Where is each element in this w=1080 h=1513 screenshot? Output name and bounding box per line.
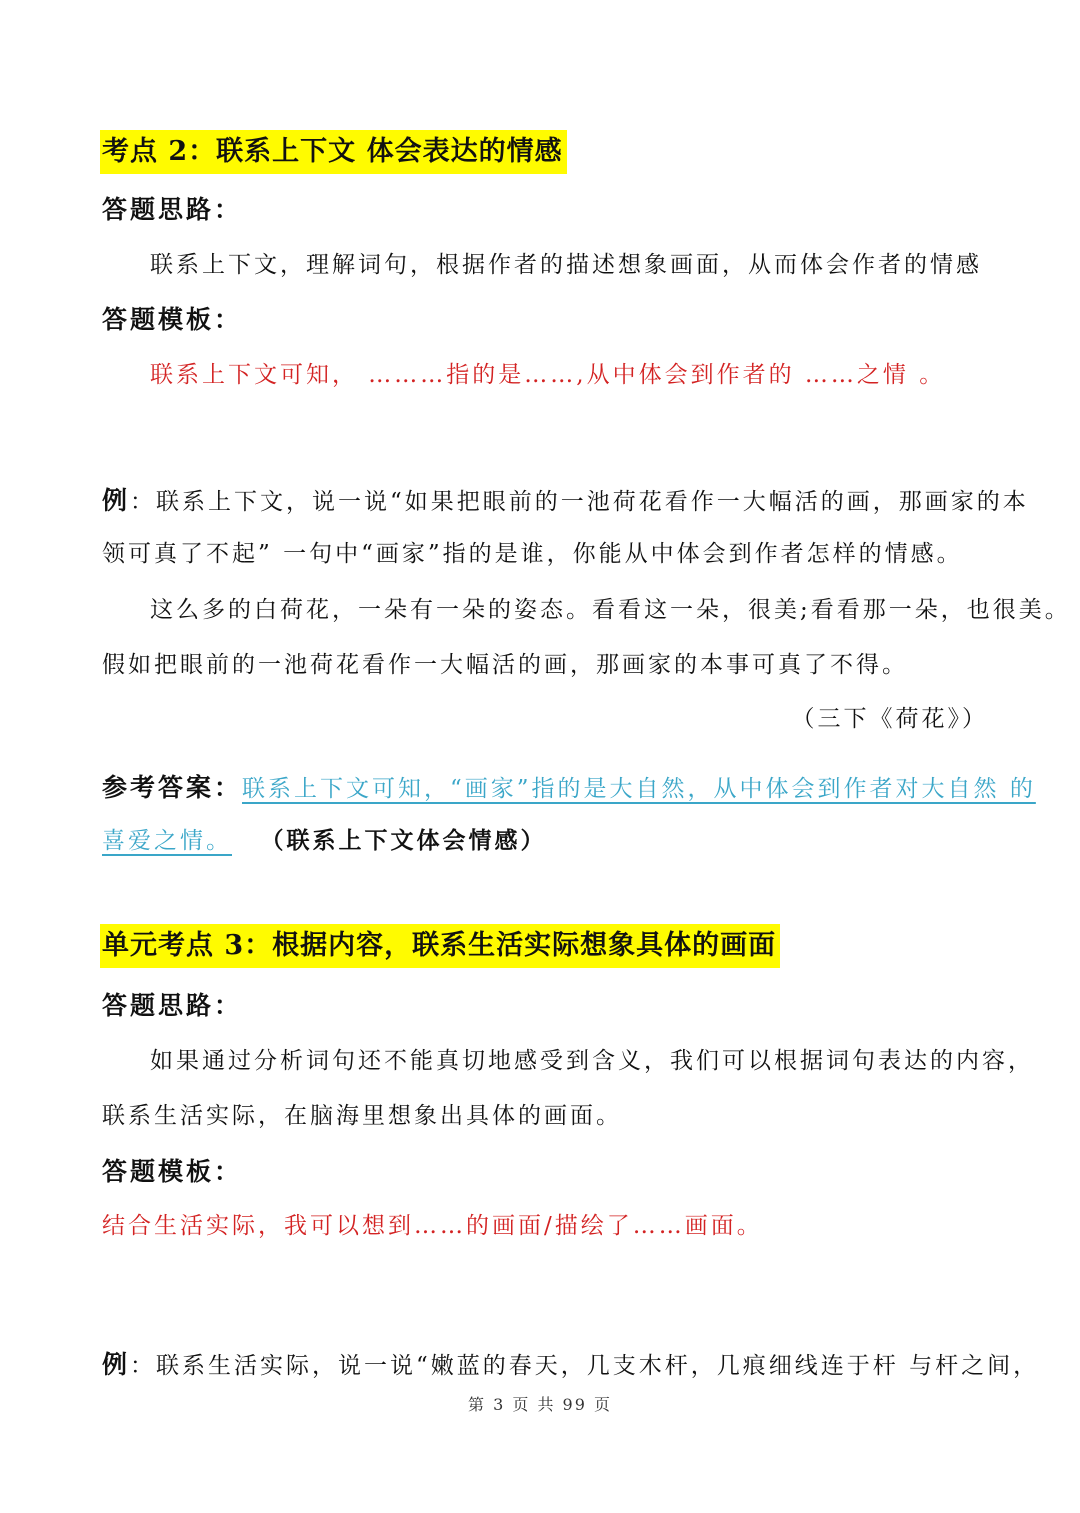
- approach-label-3: 答题思路：: [102, 991, 243, 1020]
- example-3-line-1: [102, 1345, 1039, 1381]
- section-heading-3: 单元考点 3：根据内容，联系生活实际想象具体的画面: [100, 924, 780, 968]
- template-label: 答题模板：: [102, 305, 243, 334]
- answer-note: （联系上下文体会情感）: [272, 827, 547, 854]
- answer-line-2: [102, 822, 547, 855]
- answer-text-line-1: 联系上下文可知，“画家”指的是大自然，从中体会到作者对大自然 的: [242, 776, 1036, 802]
- example-question-line-2: 领可真了不起” 一句中“画家”指的是谁，你能从中体会到作者怎样的情感。: [102, 541, 963, 567]
- approach-text: 联系上下文，理解词句，根据作者的描述想象画面，从而体会作者的情感: [150, 252, 982, 278]
- answer-text-line-2: 喜爱之情。: [102, 828, 232, 854]
- approach-text-3-line-1: 如果通过分析词句还不能真切地感受到含义，我们可以根据词句表达的内容，: [150, 1048, 1034, 1074]
- approach-label: 答题思路：: [102, 195, 243, 224]
- template-text-3: 结合生活实际，我可以想到……的画面/描绘了……画面。: [102, 1213, 763, 1239]
- answer-label: 参考答案：: [102, 773, 243, 802]
- passage-source: （三下《荷花》）: [791, 706, 988, 732]
- example-label: 例: [102, 486, 131, 515]
- section-heading-2: 考点 2：联系上下文 体会表达的情感: [100, 130, 567, 174]
- template-text: 联系上下文可知， ………指的是……,从中体会到作者的 ……之情 。: [150, 362, 946, 388]
- example-line-1: [102, 481, 1029, 517]
- answer-line-1: [102, 768, 1036, 804]
- template-label-3: 答题模板：: [102, 1157, 243, 1186]
- approach-text-3-line-2: 联系生活实际，在脑海里想象出具体的画面。: [102, 1103, 622, 1129]
- example-label-3: 例: [102, 1350, 131, 1379]
- passage-line-2: 假如把眼前的一池荷花看作一大幅活的画，那画家的本事可真了不得。: [102, 652, 908, 678]
- example-question-line-1: ：联系上下文，说一说“如果把眼前的一池荷花看作一大幅活的画，那画家的本: [130, 489, 1029, 515]
- page-number-footer: 第 3 页 共 99 页: [468, 1395, 612, 1414]
- passage-line-1: 这么多的白荷花，一朵有一朵的姿态。看看这一朵，很美;看看那一朵，也很美。: [150, 597, 1071, 623]
- example-3-question-line-1: ：联系生活实际，说一说“嫩蓝的春天，几支木杆，几痕细线连于杆 与杆之间，: [130, 1353, 1040, 1379]
